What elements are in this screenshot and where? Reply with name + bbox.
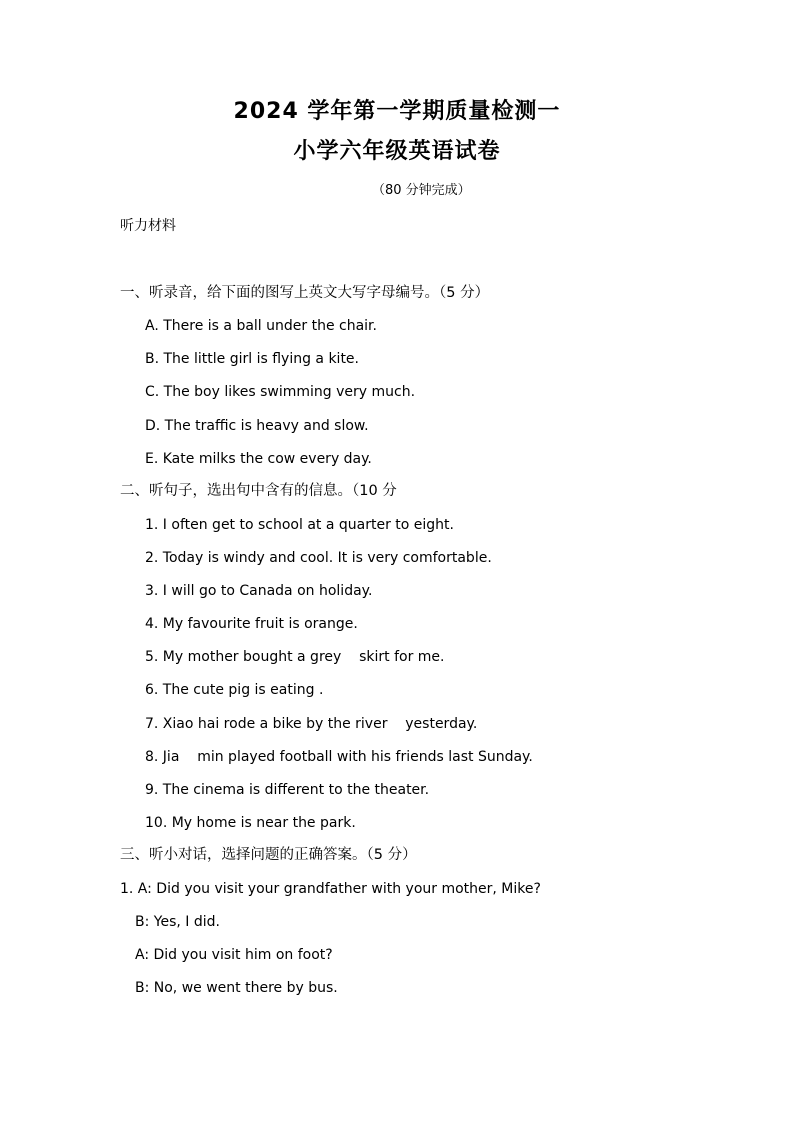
section2-item: 5. My mother bought a grey skirt for me. <box>145 649 445 665</box>
exam-title-line1: 2024 学年第一学期质量检测一 <box>233 99 561 124</box>
section1-item: A. There is a ball under the chair. <box>145 318 377 334</box>
dialogue-line: A: Did you visit him on foot? <box>135 947 333 963</box>
section2-heading: 二、听句子，选出句中含有的信息。（10 分 <box>120 483 397 499</box>
section1-item: B. The little girl is flying a kite. <box>145 351 359 367</box>
section2-item: 4. My favourite fruit is orange. <box>145 616 358 632</box>
exam-duration: （80 分钟完成） <box>372 183 471 198</box>
section2-item: 3. I will go to Canada on holiday. <box>145 583 373 599</box>
section2-item: 10. My home is near the park. <box>145 815 356 831</box>
listening-material-label: 听力材料 <box>120 218 176 234</box>
dialogue-line: B: No, we went there by bus. <box>135 980 338 996</box>
section1-item: E. Kate milks the cow every day. <box>145 451 372 467</box>
section2-item: 7. Xiao hai rode a bike by the river yesterday. <box>145 716 478 732</box>
section2-item: 1. I often get to school at a quarter to eight. <box>145 517 454 533</box>
section1-item: D. The traffic is heavy and slow. <box>145 418 369 434</box>
section2-item: 8. Jia min played football with his friends last Sunday. <box>145 749 533 765</box>
exam-title-line2: 小学六年级英语试卷 <box>293 139 501 164</box>
section2-item: 6. The cute pig is eating . <box>145 682 324 698</box>
section2-item: 9. The cinema is different to the theater. <box>145 782 430 798</box>
section1-item: C. The boy likes swimming very much. <box>145 384 416 400</box>
section1-heading: 一、听录音，给下面的图写上英文大写字母编号。（5 分） <box>120 285 490 301</box>
dialogue-line: 1. A: Did you visit your grandfather with your mother, Mike? <box>120 881 541 897</box>
section3-heading: 三、听小对话，选择问题的正确答案。（5 分） <box>120 847 417 863</box>
dialogue-line: B: Yes, I did. <box>135 914 220 930</box>
section2-item: 2. Today is windy and cool. It is very comfortable. <box>145 550 492 566</box>
